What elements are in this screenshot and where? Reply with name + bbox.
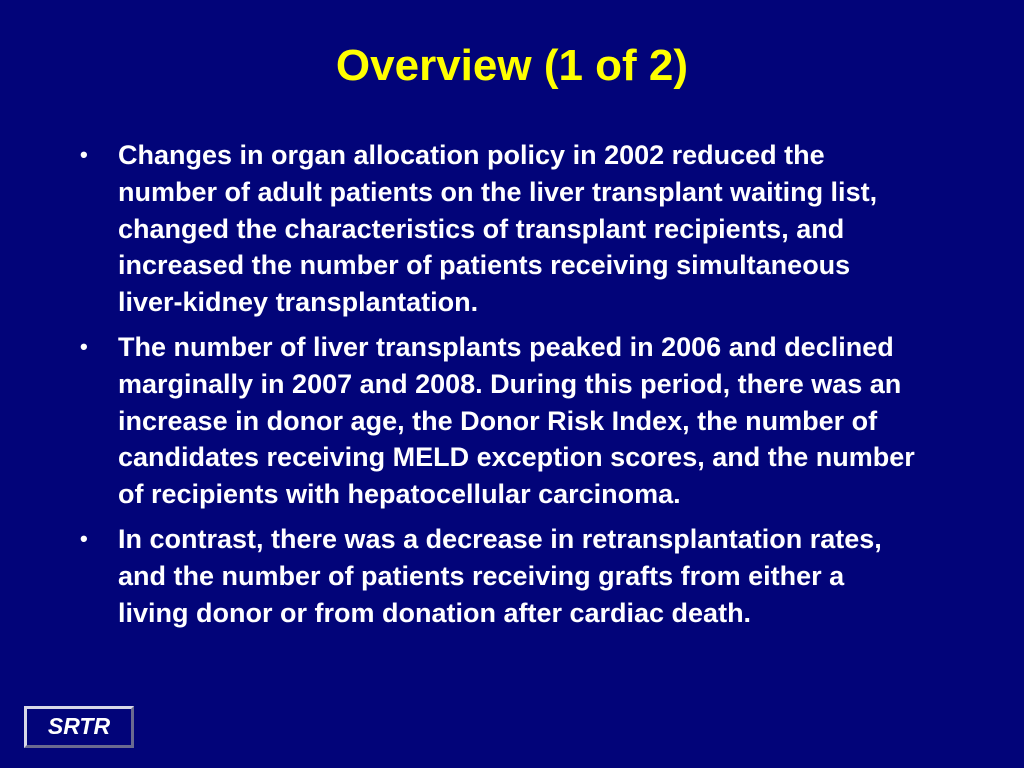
bullet-item	[0, 521, 918, 631]
bullet-text: In contrast, there was a decrease in retransplantation rates, and the number of patients receiving grafts from either a living donor or from donation after cardiac death.	[118, 523, 882, 628]
bullet-item	[0, 329, 918, 513]
bullet-text: The number of liver transplants peaked in 2006 and declined marginally in 2007 and 2008. During this period, there was an increase in donor age, the Donor Risk Index, the number of candidates receiving MELD exception scores, and the number of recipients with hepatocellular carcinoma.	[118, 331, 915, 510]
bullet-item	[0, 137, 918, 321]
bullet-text: Changes in organ allocation policy in 2002 reduced the number of adult patients on the liver transplant waiting list, changed the characteristics of transplant recipients, and increased the number of patients receiving simultaneous liver-kidney transplantation.	[118, 140, 878, 318]
bullet-marker: •	[80, 142, 88, 167]
slide-title: Overview (1 of 2)	[335, 41, 689, 90]
srtr-logo: SRTR	[24, 706, 134, 748]
bullet-marker: •	[80, 333, 88, 359]
bullet-marker: •	[80, 525, 88, 551]
bullet-list	[0, 137, 1024, 639]
